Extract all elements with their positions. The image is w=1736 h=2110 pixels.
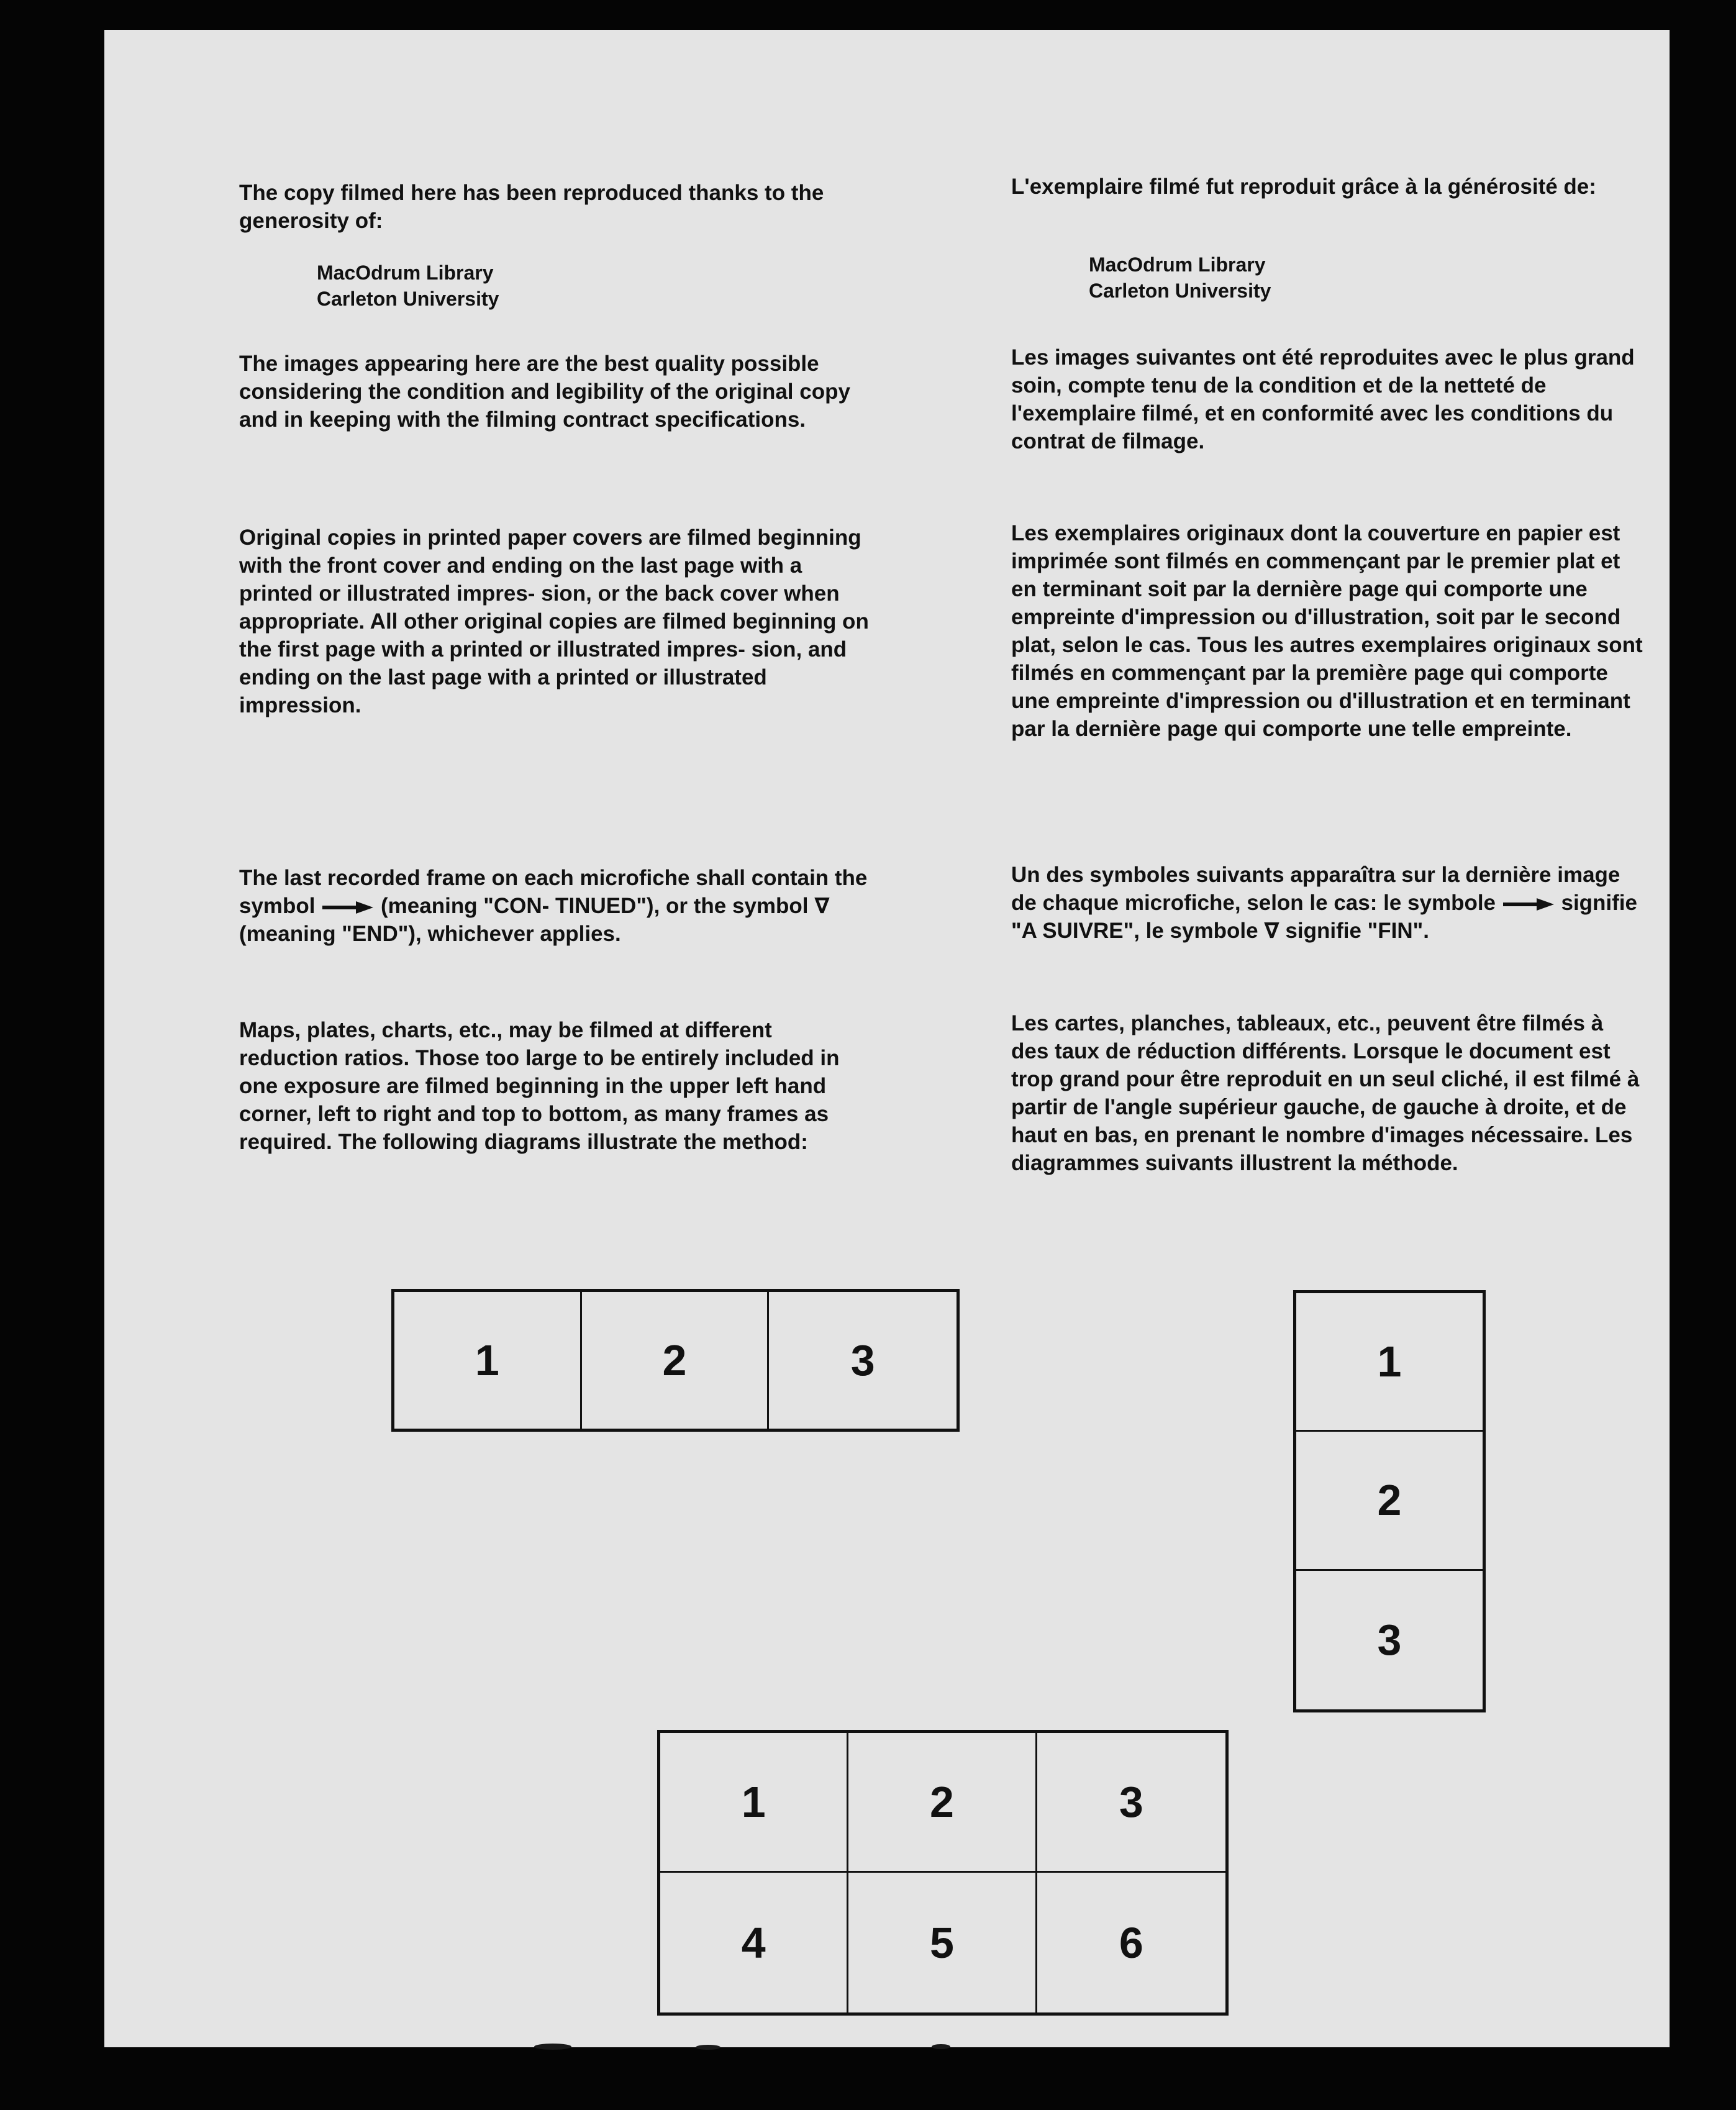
fr-symbols-text-a: Un des symboles suivants apparaîtra sur la dernière image de chaque microfiche, selon le cas: le symbole	[1011, 863, 1620, 915]
frame-cell: 1	[1296, 1293, 1483, 1432]
fr-maps-paragraph: Les cartes, planches, tableaux, etc., peuvent être filmés à des taux de réduction différents. Lorsque le document est trop grand pour être reproduit en un seul cliché, il est filmé à partir de l'angle supérieur gauche, de gauche à droite, et de haut en bas, en prenant le nombre d'images nécessaire. Les diagrammes suivants illustrent la méthode.	[1011, 1011, 1640, 1175]
fr-quality-paragraph: Les images suivantes ont été reproduites avec le plus grand soin, compte tenu de la condition et de la netteté de l'exemplaire filmé, et en conformité avec les conditions du contrat de filmage.	[1011, 345, 1635, 453]
fr-symbols-text-b: signifie "A SUIVRE", le symbole ∇ signifie "FIN".	[1011, 891, 1638, 943]
frame-cell: 5	[848, 1873, 1037, 2012]
en-originals-paragraph: Original copies in printed paper covers are filmed beginning with the front cover and ending on the last page with a printed or illustrated impres- sion, or the back cover when appropriate. All other original copies are filmed beginning on the first page with a printed or illustrated impres- sion, and ending on the last page with a printed or illustrated impression.	[239, 525, 869, 717]
fr-library-name: MacOdrum Library	[1089, 253, 1266, 276]
en-symbols-text-b: (meaning "CON- TINUED"), or the symbol ∇ (meaning "END"), whichever applies.	[239, 894, 830, 946]
en-quality-paragraph: The images appearing here are the best quality possible considering the condition and legibility of the original copy and in keeping with the filming contract specifications.	[239, 352, 850, 432]
frame-cell: 3	[850, 1336, 875, 1385]
film-speck	[534, 2044, 571, 2050]
fr-symbols-paragraph	[1011, 861, 1645, 945]
diagram-vertical	[1293, 1290, 1486, 1712]
en-library-name: MacOdrum Library	[317, 261, 494, 284]
en-maps-paragraph: Maps, plates, charts, etc., may be filmed at different reduction ratios. Those too large to be entirely included in one exposure are filmed beginning in the upper left hand corner, left to right and top to bottom, as many frames as required. The following diagrams illustrate the method:	[239, 1018, 840, 1154]
film-speck	[696, 2045, 720, 2050]
diagram-grid	[657, 1730, 1229, 2016]
arrow-right-icon	[1503, 898, 1554, 911]
frame-cell: 3	[1037, 1733, 1225, 1873]
frame-cell: 4	[660, 1873, 848, 2012]
en-acknowledgement: The copy filmed here has been reproduced thanks to the generosity of:	[239, 181, 824, 233]
frame-cell: 3	[1377, 1616, 1402, 1665]
frame-cell: 2	[848, 1733, 1037, 1873]
film-speck	[932, 2044, 950, 2049]
en-university-name: Carleton University	[317, 288, 499, 310]
frame-cell: 1	[660, 1733, 848, 1873]
frame-cell: 1	[394, 1292, 582, 1429]
fr-acknowledgement: L'exemplaire filmé fut reproduit grâce à la générosité de:	[1011, 175, 1596, 199]
frame-cell: 2	[582, 1292, 770, 1429]
frame-cell: 2	[1296, 1432, 1483, 1570]
fr-originals-paragraph: Les exemplaires originaux dont la couverture en papier est imprimée sont filmés en commençant par le premier plat et en terminant soit par la dernière page qui comporte une empreinte d'impression ou d'illustration, soit par le second plat, selon le cas. Tous les autres exemplaires originaux sont filmés en commençant par la première page qui comporte une empreinte d'impression ou d'illustration et en terminant par la dernière page qui comporte une telle empreinte.	[1011, 521, 1643, 741]
fr-university-name: Carleton University	[1089, 280, 1271, 302]
en-symbols-paragraph	[239, 864, 873, 948]
frame-cell: 6	[1119, 1918, 1143, 1967]
en-symbols-text-a: The last recorded frame on each microfiche shall contain the symbol	[239, 866, 868, 918]
arrow-right-icon	[322, 901, 373, 914]
diagram-horizontal	[391, 1289, 960, 1432]
